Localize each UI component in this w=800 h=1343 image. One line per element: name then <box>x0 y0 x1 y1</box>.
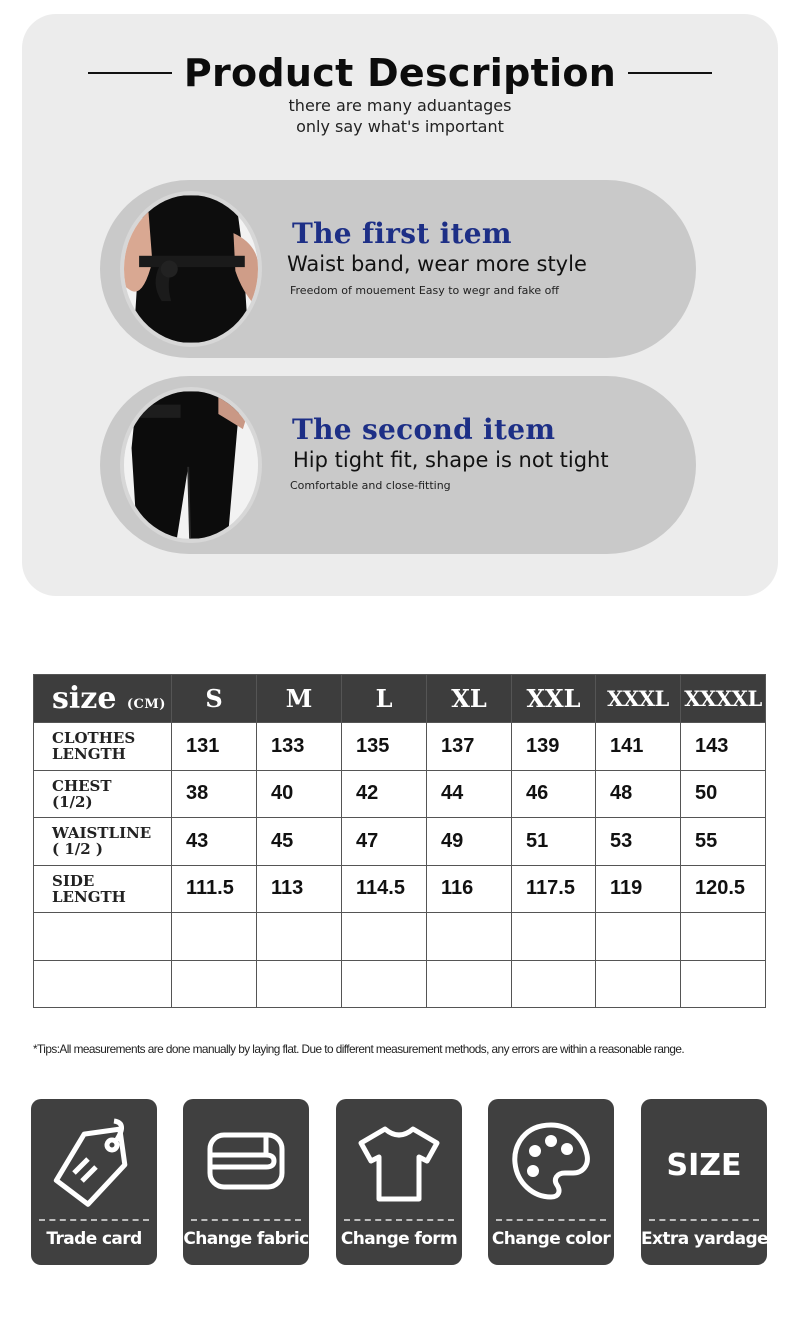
feature-item-2-heading: The second item <box>292 413 556 446</box>
size-col-header: S <box>172 675 257 723</box>
size-table-row <box>34 770 766 818</box>
size-chart-table <box>33 674 766 1008</box>
measurement-value <box>342 913 427 961</box>
measurement-value: 50 <box>681 770 766 818</box>
title-row <box>0 48 800 98</box>
trade-card-card <box>31 1099 157 1265</box>
feature-item-1-photo <box>120 191 262 347</box>
subtitle-line-1: there are many aduantages <box>288 96 512 115</box>
measurement-value: 114.5 <box>342 865 427 913</box>
change-color-label: Change color <box>491 1229 611 1249</box>
card-divider <box>496 1219 606 1221</box>
change-fabric-label: Change fabric <box>183 1229 309 1249</box>
measurement-value: 113 <box>257 865 342 913</box>
size-table-row <box>34 865 766 913</box>
size-unit: (CM) <box>126 697 166 712</box>
measurement-value <box>512 960 596 1008</box>
measurement-value <box>257 960 342 1008</box>
size-table-row <box>34 913 766 961</box>
title-left-rule <box>88 72 172 74</box>
measurement-value <box>596 913 681 961</box>
title-right-rule <box>628 72 712 74</box>
feature-item-1-text: Waist band, wear more style <box>287 252 587 276</box>
measurement-value <box>596 960 681 1008</box>
measurement-value: 137 <box>427 723 512 771</box>
size-col-header: XXL <box>512 675 596 723</box>
feature-item-2-note: Comfortable and close-fitting <box>290 479 451 492</box>
waistband-photo-illustration <box>124 195 258 343</box>
feature-item-2-text: Hip tight fit, shape is not tight <box>293 448 609 472</box>
measurement-value: 116 <box>427 865 512 913</box>
measurement-value <box>257 913 342 961</box>
extra-yardage-label: Extra yardage <box>641 1229 768 1249</box>
tag-icon <box>44 1111 144 1211</box>
measurement-value: 119 <box>596 865 681 913</box>
change-color-card <box>488 1099 614 1265</box>
page-title: Product Description <box>183 51 617 95</box>
change-form-label: Change form <box>340 1229 458 1249</box>
measurement-value: 117.5 <box>512 865 596 913</box>
feature-item-1-note: Freedom of mouement Easy to wegr and fake off <box>290 284 559 297</box>
size-table-row <box>34 723 766 771</box>
measurement-value: 46 <box>512 770 596 818</box>
size-col-header: XXXXL <box>681 675 766 723</box>
measurement-value: 143 <box>681 723 766 771</box>
size-col-header: M <box>257 675 342 723</box>
size-table-row <box>34 960 766 1008</box>
feature-item-1-heading: The first item <box>292 217 512 250</box>
measurement-value: 38 <box>172 770 257 818</box>
trade-card-label: Trade card <box>46 1229 142 1249</box>
measurement-value <box>172 913 257 961</box>
measurement-value: 131 <box>172 723 257 771</box>
measurement-value: 120.5 <box>681 865 766 913</box>
measurement-value: 44 <box>427 770 512 818</box>
measurement-value: 40 <box>257 770 342 818</box>
card-divider <box>344 1219 454 1221</box>
size-icon <box>654 1111 754 1211</box>
change-fabric-card <box>183 1099 309 1265</box>
feature-item-2-photo <box>120 387 262 543</box>
tshirt-icon <box>349 1111 449 1211</box>
card-divider <box>39 1219 149 1221</box>
size-icon-text: SIZE <box>666 1148 742 1183</box>
extra-yardage-card <box>641 1099 767 1265</box>
measurement-value: 135 <box>342 723 427 771</box>
measurement-value <box>681 913 766 961</box>
measurement-value <box>342 960 427 1008</box>
measurement-value <box>427 913 512 961</box>
measurement-label: CHEST (1/2) <box>34 770 172 818</box>
size-header-row <box>34 675 766 723</box>
measurement-value: 42 <box>342 770 427 818</box>
measurement-value <box>512 913 596 961</box>
size-table-row <box>34 818 766 866</box>
palette-icon <box>501 1111 601 1211</box>
measurement-value: 45 <box>257 818 342 866</box>
measurement-label: SIDE LENGTH <box>34 865 172 913</box>
measurement-value: 49 <box>427 818 512 866</box>
measurement-label <box>34 960 172 1008</box>
measurement-value: 133 <box>257 723 342 771</box>
measurement-label <box>34 913 172 961</box>
measurement-value: 47 <box>342 818 427 866</box>
size-word: size <box>52 681 117 716</box>
measurement-value: 48 <box>596 770 681 818</box>
size-col-header: XXXL <box>596 675 681 723</box>
measurement-value <box>172 960 257 1008</box>
fabric-icon <box>196 1111 296 1211</box>
measurement-value <box>427 960 512 1008</box>
measurement-value: 53 <box>596 818 681 866</box>
size-col-header: XL <box>427 675 512 723</box>
measurement-label: CLOTHES LENGTH <box>34 723 172 771</box>
measurement-value: 43 <box>172 818 257 866</box>
measurement-value: 139 <box>512 723 596 771</box>
measurement-label: WAISTLINE ( 1/2 ) <box>34 818 172 866</box>
measurement-value: 55 <box>681 818 766 866</box>
size-col-header: L <box>342 675 427 723</box>
measurement-value <box>681 960 766 1008</box>
measurement-value: 111.5 <box>172 865 257 913</box>
subtitle-line-2: only say what's important <box>296 117 504 136</box>
size-header-label <box>34 675 172 723</box>
measurement-value: 141 <box>596 723 681 771</box>
measurement-value: 51 <box>512 818 596 866</box>
measurement-tips: *Tips:All measurements are done manually by laying flat. Due to different measurement methods, any errors are within a reasonable range. <box>33 1042 685 1056</box>
card-divider <box>649 1219 759 1221</box>
card-divider <box>191 1219 301 1221</box>
hip-fit-photo-illustration <box>124 391 258 539</box>
change-form-card <box>336 1099 462 1265</box>
